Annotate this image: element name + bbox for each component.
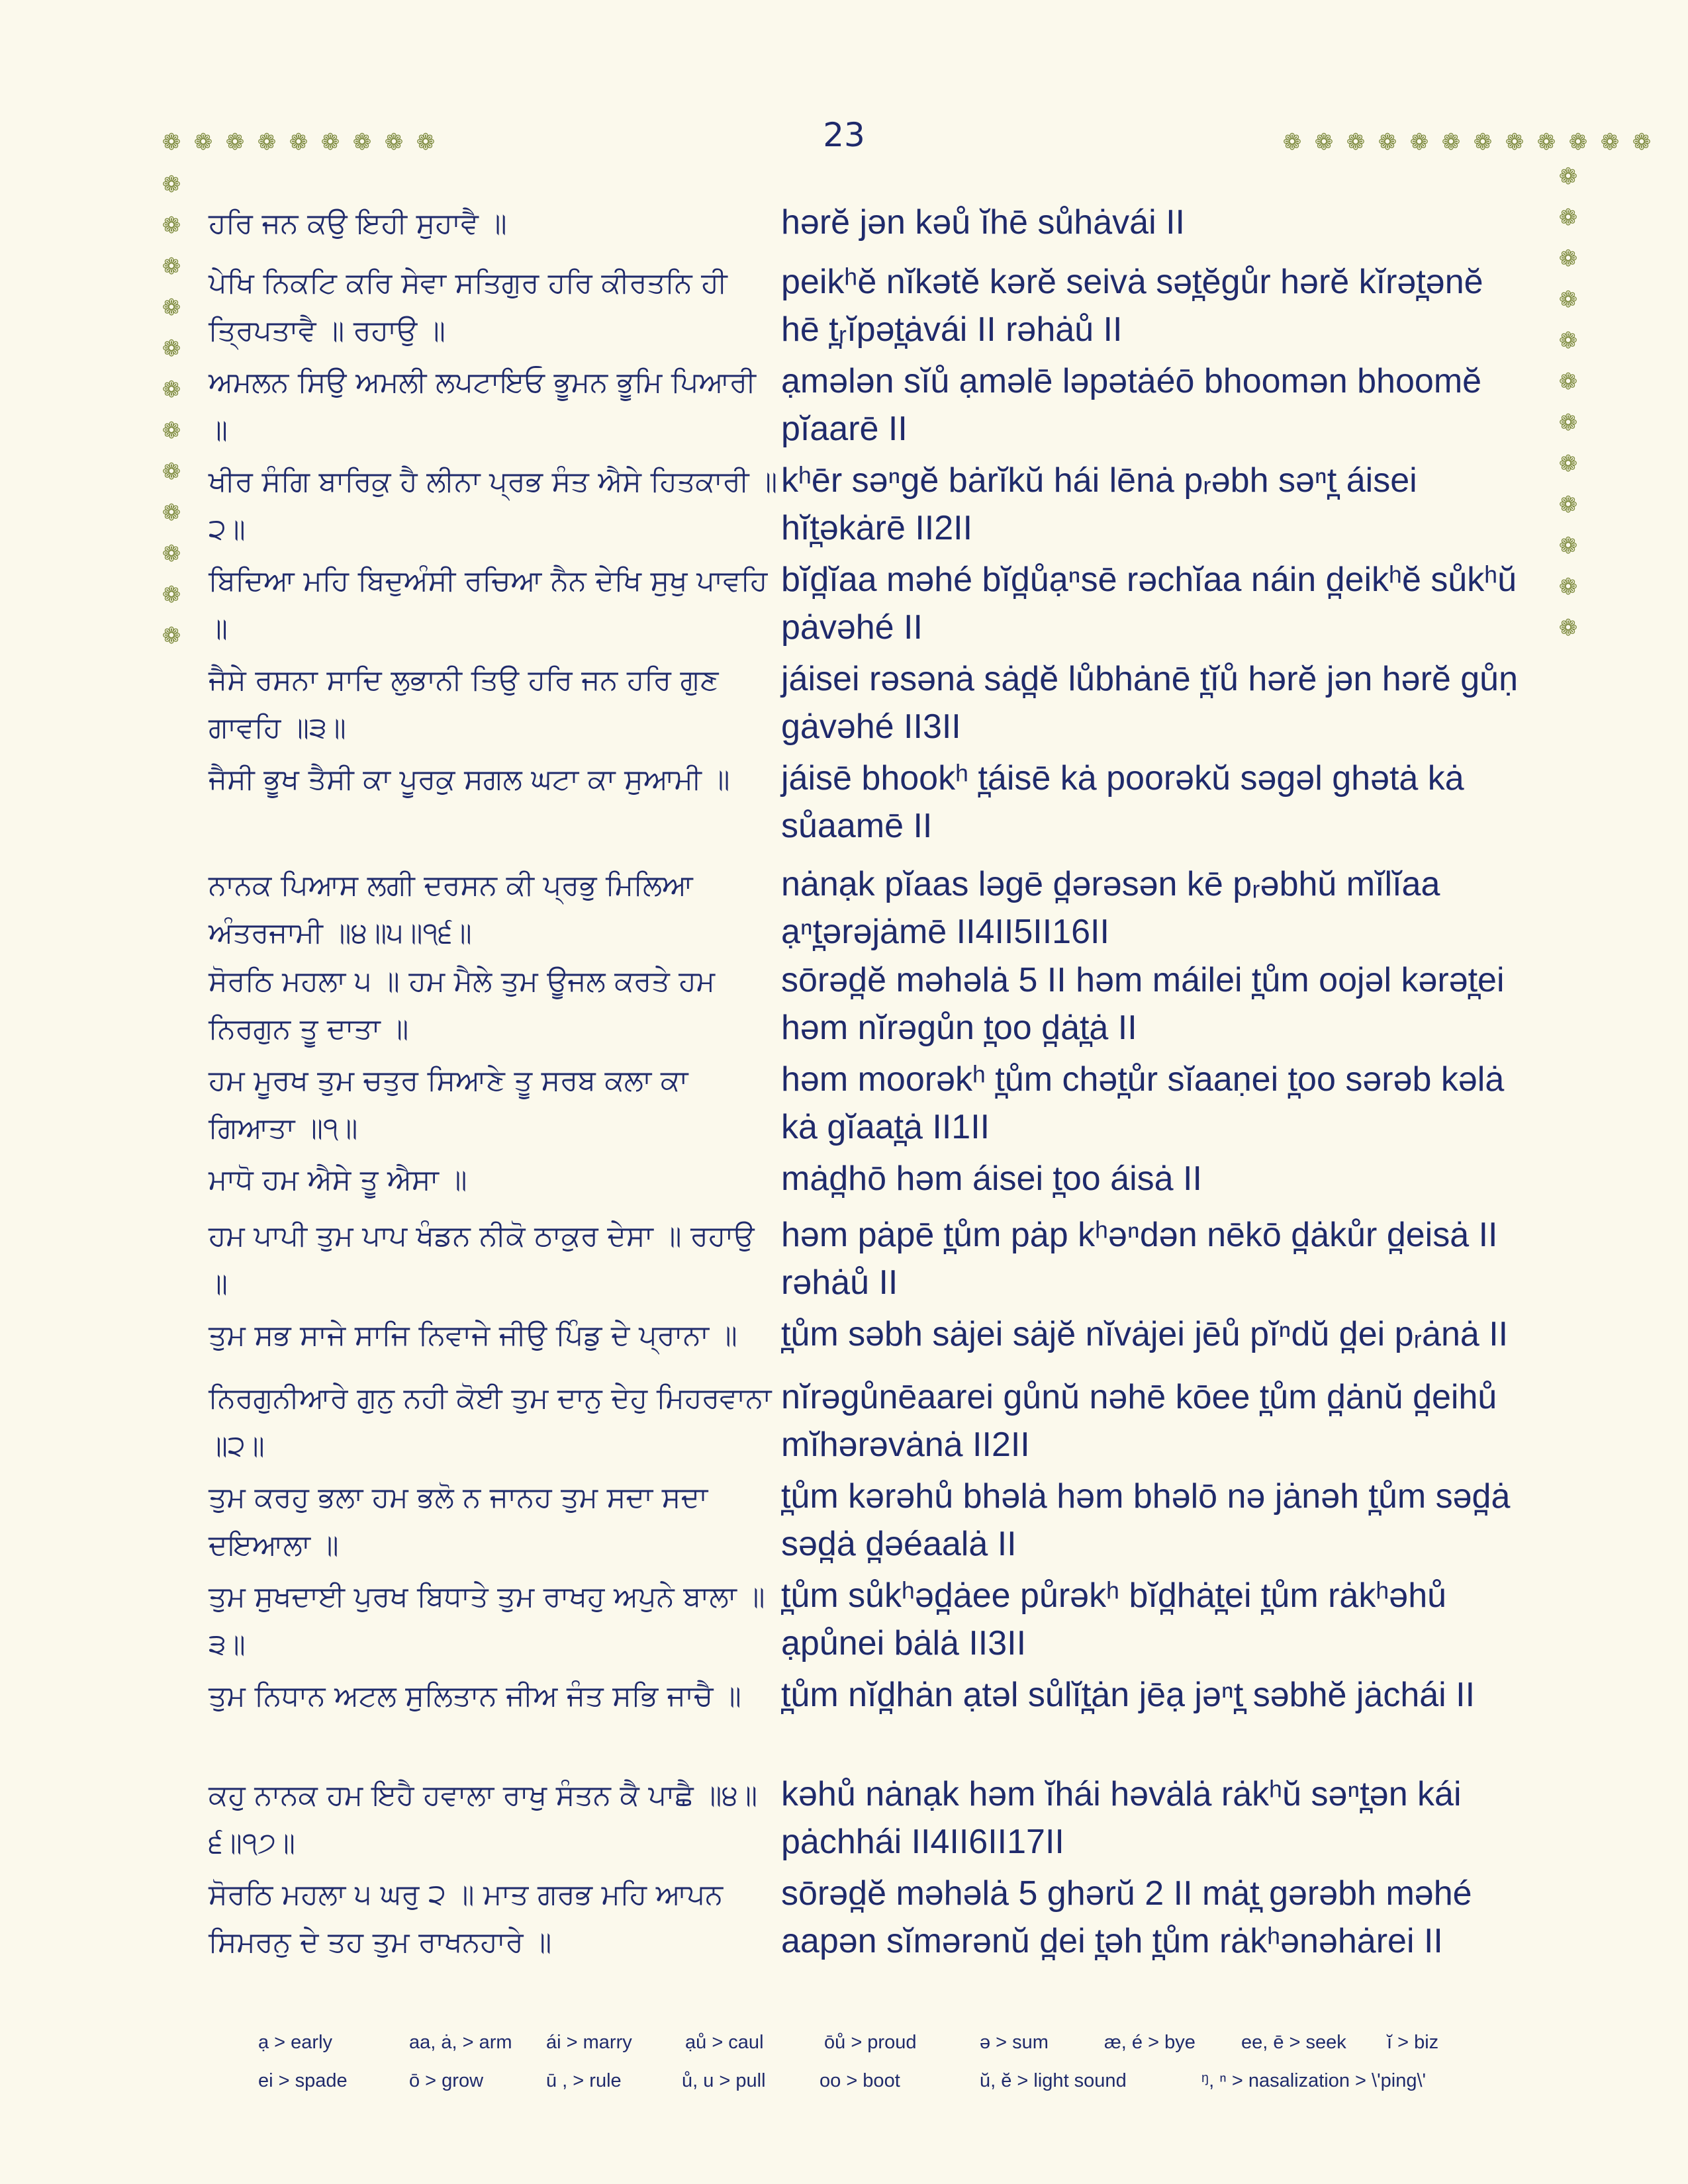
transliteration-line: nĭrəgůnēaarei gůnŭ nəhē kōee t̪ům d̪ȧnŭ d̪eihů mĭhərəvȧnȧ II2II [781,1378,1497,1464]
flower-icon: ❁ [162,171,181,198]
flower-border-left [159,173,184,647]
legend-item: ei > spade [258,2070,348,2091]
transliteration-line: jáisei rəsənȧ sȧd̪ĕ lůbhȧnē t̪ĭů hərĕ jən hərĕ gůṇ gȧvəhé II3II [781,660,1519,746]
legend-item: ů, u > pull [682,2070,766,2091]
flower-icon: ❁ [1558,615,1578,641]
flower-icon: ❁ [1558,451,1578,477]
flower-icon: ❁ [1558,533,1578,559]
transliteration-line: t̪ům sůkʰəd̪ȧee půrəkʰ bĭd̪hȧt̪ei t̪ům rȧkʰəhů ạpůnei bȧlȧ II3II [781,1576,1447,1662]
flower-icon: ❁ [1314,129,1334,156]
verse-row [209,1870,1532,1966]
verse-row [209,258,1532,355]
legend-item: ạ > early [258,2032,333,2053]
transliteration-line: sōrəd̪ĕ məhəlȧ 5 II həm máilei t̪ům oojəl kərət̪ei həm nĭrəgůn t̪oo d̪ȧt̪ȧ II [781,961,1505,1047]
legend-item: ə > sum [980,2032,1049,2053]
verse-row [209,457,1532,553]
legend-item: ee, ē > seek [1241,2032,1346,2053]
legend-item: oo > boot [820,2070,900,2091]
gurmukhi-line: ਕਹੁ ਨਾਨਕ ਹਮ ਇਹੈ ਹਵਾਲਾ ਰਾਖੁ ਸੰਤਨ ਕੈ ਪਾਛੈ ॥੪॥੬॥੧੭॥ [209,1779,758,1860]
gurmukhi-line: ਤੁਮ ਨਿਧਾਨ ਅਟਲ ਸੁਲਿਤਾਨ ਜੀਅ ਜੰਤ ਸਭਿ ਜਾਚੈ ॥ [209,1680,741,1713]
flower-icon: ❁ [162,623,181,649]
flower-icon: ❁ [320,129,340,156]
gurmukhi-line: ਤੁਮ ਸਭ ਸਾਜੇ ਸਾਜਿ ਨਿਵਾਜੇ ਜੀਉ ਪਿੰਡੁ ਦੇ ਪ੍ਰਾਨਾ ॥ [209,1319,737,1352]
flower-icon: ❁ [162,418,181,444]
gurmukhi-line: ਅਮਲਨ ਸਿਉ ਅਮਲੀ ਲਪਟਾਇਓ ਭੂਮਨ ਭੂਮਿ ਪਿਆਰੀ ॥ [209,366,756,447]
verse-row [209,1211,1532,1308]
flower-icon: ❁ [1558,328,1578,354]
flower-icon: ❁ [162,500,181,526]
transliteration-line: sōrəd̪ĕ məhəlȧ 5 ghərŭ 2 II mȧt̪ gərəbh məhé aapən sĭmərənŭ d̪ei t̪əh t̪ům rȧkʰənəhȧrei II [781,1874,1472,1960]
transliteration-line: həm moorəkʰ t̪ům chət̪ůr sĭaaṇei t̪oo sərəb kəlȧ kȧ gĭaat̪ȧ II1II [781,1060,1505,1146]
flower-icon: ❁ [416,129,436,156]
legend-item: ái > marry [546,2032,632,2053]
flower-icon: ❁ [352,129,372,156]
flower-border-right [1556,165,1581,639]
flower-icon: ❁ [162,212,181,239]
transliteration-line: peikʰĕ nĭkətĕ kərĕ seivȧ sət̪ĕgůr hərĕ kĭrət̪ənĕ hē t̪ᵣĭpət̪ȧvái II rəhȧů II [781,263,1483,349]
gurmukhi-line: ਨਿਰਗੁਨੀਆਰੇ ਗੁਨੁ ਨਹੀ ਕੋਈ ਤੁਮ ਦਾਨੁ ਦੇਹੁ ਮਿਹਰਵਾਨਾ ॥੨॥ [209,1382,772,1463]
transliteration-line: ạmələn sĭů ạməlē ləpətȧéō bhoomən bhoomĕ pĭaarē II [781,362,1482,448]
legend-item: ōů > proud [824,2032,917,2053]
flower-icon: ❁ [1536,129,1556,156]
legend-item: ū , > rule [546,2070,622,2091]
transliteration-line: bĭd̪ĭaa məhé bĭd̪ůạⁿsē rəchĭaa náin d̪eikʰĕ sůkʰŭ pȧvəhé II [781,561,1517,647]
transliteration-line: jáisē bhookʰ t̪áisē kȧ poorəkŭ səgəl ghətȧ kȧ sůaamē II [781,759,1464,845]
flower-icon: ❁ [1558,205,1578,231]
flower-icon: ❁ [1568,129,1588,156]
flower-icon: ❁ [162,129,181,156]
verse-row [209,1572,1532,1668]
gurmukhi-line: ਜੈਸੇ ਰਸਨਾ ਸਾਦਿ ਲੁਭਾਨੀ ਤਿਉ ਹਰਿ ਜਨ ਹਰਿ ਗੁਣ ਗਾਵਹਿ ॥੩॥ [209,664,719,745]
transliteration-line: hərĕ jən kəů ĭhē sůhȧvái II [781,203,1185,242]
flower-icon: ❁ [384,129,404,156]
transliteration-line: nȧnạk pĭaas ləgē d̪ərəsən kē pᵣəbhŭ mĭlĭaa ạⁿt̪ərəjȧmē II4II5II16II [781,865,1440,951]
flower-icon: ❁ [162,377,181,403]
transliteration-line: mȧd̪hō həm áisei t̪oo áisȧ II [781,1160,1202,1198]
legend-item: ĭ > biz [1387,2032,1439,2053]
flower-icon: ❁ [1558,410,1578,436]
flower-icon: ❁ [1632,129,1652,156]
flower-icon: ❁ [1558,492,1578,518]
gurmukhi-line: ਸੋਰਠਿ ਮਹਲਾ ੫ ॥ ਹਮ ਮੈਲੇ ਤੁਮ ਊਜਲ ਕਰਤੇ ਹਮ ਨਿਰਗੁਨ ਤੂ ਦਾਤਾ ॥ [209,965,716,1046]
legend-item: ᵑ, ⁿ > nasalization > \'ping\' [1201,2070,1427,2091]
verse-row [209,199,1532,248]
legend-row [258,2032,1516,2070]
flower-icon: ❁ [1558,163,1578,190]
flower-icon: ❁ [1505,129,1524,156]
legend-item: ō > grow [409,2070,484,2091]
flower-border-top-right [1280,131,1654,154]
transliteration-line: t̪ům nĭd̪hȧn ạtəl sůlĭt̪ȧn jēạ jəⁿt̪ səbhĕ jȧchái II [781,1676,1476,1714]
gurmukhi-line: ਮਾਧੋ ਹਮ ਐਸੇ ਤੂ ਐਸਾ ॥ [209,1163,467,1197]
flower-icon: ❁ [1558,246,1578,272]
page-number: 23 [823,116,865,154]
verse-row [209,1671,1532,1720]
gurmukhi-line: ਹਮ ਪਾਪੀ ਤੁਮ ਪਾਪ ਖੰਡਨ ਨੀਕੋ ਠਾਕੁਰ ਦੇਸਾ ॥ ਰਹਾਉ ॥ [209,1220,755,1300]
transliteration-line: həm pȧpē t̪ům pȧp kʰəⁿdən nēkō d̪ȧkůr d̪eisȧ II rəhȧů II [781,1216,1498,1302]
verse-row [209,1310,1532,1359]
gurmukhi-line: ਤੁਮ ਸੁਖਦਾਈ ਪੁਰਖ ਬਿਧਾਤੇ ਤੁਮ ਰਾਖਹੁ ਅਪੁਨੇ ਬਾਲਾ ॥੩॥ [209,1580,765,1661]
transliteration-line: t̪ům səbh sȧjei sȧjĕ nĭvȧjei jēů pĭⁿdŭ d̪ei pᵣȧnȧ II [781,1315,1509,1353]
flower-icon: ❁ [1441,129,1461,156]
gurmukhi-line: ਖੀਰ ਸੰਗਿ ਬਾਰਿਕੁ ਹੈ ਲੀਨਾ ਪ੍ਰਭ ਸੰਤ ਐਸੇ ਹਿਤਕਾਰੀ ॥੨॥ [209,465,778,546]
verse-row [209,1056,1532,1152]
flower-icon: ❁ [1558,574,1578,600]
gurmukhi-line: ਹਰਿ ਜਨ ਕਉ ਇਹੀ ਸੁਹਾਵੈ ॥ [209,207,507,240]
flower-icon: ❁ [1473,129,1493,156]
pronunciation-legend [258,2032,1516,2109]
flower-icon: ❁ [1558,287,1578,313]
gurmukhi-line: ਪੇਖਿ ਨਿਕਟਿ ਕਰਿ ਸੇਵਾ ਸਤਿਗੁਰ ਹਰਿ ਕੀਰਤਨਿ ਹੀ ਤ੍ਰਿਪਤਾਵੈ ॥ ਰਹਾਉ ॥ [209,267,727,347]
verse-row [209,357,1532,454]
verse-row [209,1473,1532,1569]
legend-item: aa, ȧ, > arm [409,2032,512,2053]
flower-icon: ❁ [162,253,181,280]
flower-icon: ❁ [193,129,213,156]
transliteration-line: kʰēr səⁿgĕ bȧrĭkŭ hái lēnȧ pᵣəbh səⁿt̪ áisei hĭt̪əkȧrē II2II [781,461,1417,547]
verse-row [209,754,1532,845]
flower-icon: ❁ [162,459,181,485]
flower-icon: ❁ [162,295,181,321]
flower-icon: ❁ [1346,129,1366,156]
gurmukhi-line: ਬਿਦਿਆ ਮਹਿ ਬਿਦੁਅੰਸੀ ਰਚਿਆ ਨੈਨ ਦੇਖਿ ਸੁਖੁ ਪਾਵਹਿ ॥ [209,565,768,645]
verse-row [209,556,1532,653]
verse-row [209,860,1532,957]
verse-row [209,1155,1532,1204]
flower-icon: ❁ [1282,129,1302,156]
flower-icon: ❁ [1600,129,1620,156]
gurmukhi-line: ਤੁਮ ਕਰਹੁ ਭਲਾ ਹਮ ਭਲੋ ਨ ਜਾਨਹ ਤੁਮ ਸਦਾ ਸਦਾ ਦਇਆਲਾ ॥ [209,1481,708,1562]
legend-item: ạů > caul [685,2032,764,2053]
flower-icon: ❁ [162,336,181,362]
transliteration-line: kəhů nȧnạk həm ĭhái həvȧlȧ rȧkʰŭ səⁿt̪ən kái pȧchhái II4II6II17II [781,1775,1462,1861]
flower-icon: ❁ [257,129,277,156]
gurmukhi-line: ਨਾਨਕ ਪਿਆਸ ਲਗੀ ਦਰਸਨ ਕੀ ਪ੍ਰਭੁ ਮਿਲਿਆ ਅੰਤਰਜਾਮੀ ॥੪॥੫॥੧੬॥ [209,869,693,950]
verse-row [209,956,1532,1053]
gurmukhi-line: ਸੋਰਠਿ ਮਹਲਾ ੫ ਘਰੁ ੨ ॥ ਮਾਤ ਗਰਭ ਮਹਿ ਆਪਨ ਸਿਮਰਨੁ ਦੇ ਤਹ ਤੁਮ ਰਾਖਨਹਾਰੇ ॥ [209,1878,724,1959]
flower-border-top-left [159,131,438,154]
gurmukhi-line: ਜੈਸੀ ਭੂਖ ਤੈਸੀ ਕਾ ਪੂਰਕੁ ਸਗਲ ਘਟਾ ਕਾ ਸੁਆਮੀ ॥ [209,763,730,796]
legend-row [258,2070,1516,2109]
flower-icon: ❁ [162,582,181,608]
flower-icon: ❁ [1558,369,1578,395]
verse-row [209,1373,1532,1470]
flower-icon: ❁ [162,541,181,567]
verse-row [209,655,1532,752]
flower-icon: ❁ [1378,129,1397,156]
flower-icon: ❁ [289,129,308,156]
transliteration-line: t̪ům kərəhů bhəlȧ həm bhəlō nə jȧnəh t̪ům səd̪ȧ səd̪ȧ d̪əéaalȧ II [781,1477,1511,1563]
legend-item: ŭ, ĕ > light sound [980,2070,1127,2091]
verse-row [209,1770,1532,1867]
legend-item: æ, é > bye [1104,2032,1196,2053]
flower-icon: ❁ [225,129,245,156]
flower-icon: ❁ [1409,129,1429,156]
gurmukhi-line: ਹਮ ਮੂਰਖ ਤੁਮ ਚਤੁਰ ਸਿਆਣੇ ਤੂ ਸਰਬ ਕਲਾ ਕਾ ਗਿਆਤਾ ॥੧॥ [209,1064,688,1145]
